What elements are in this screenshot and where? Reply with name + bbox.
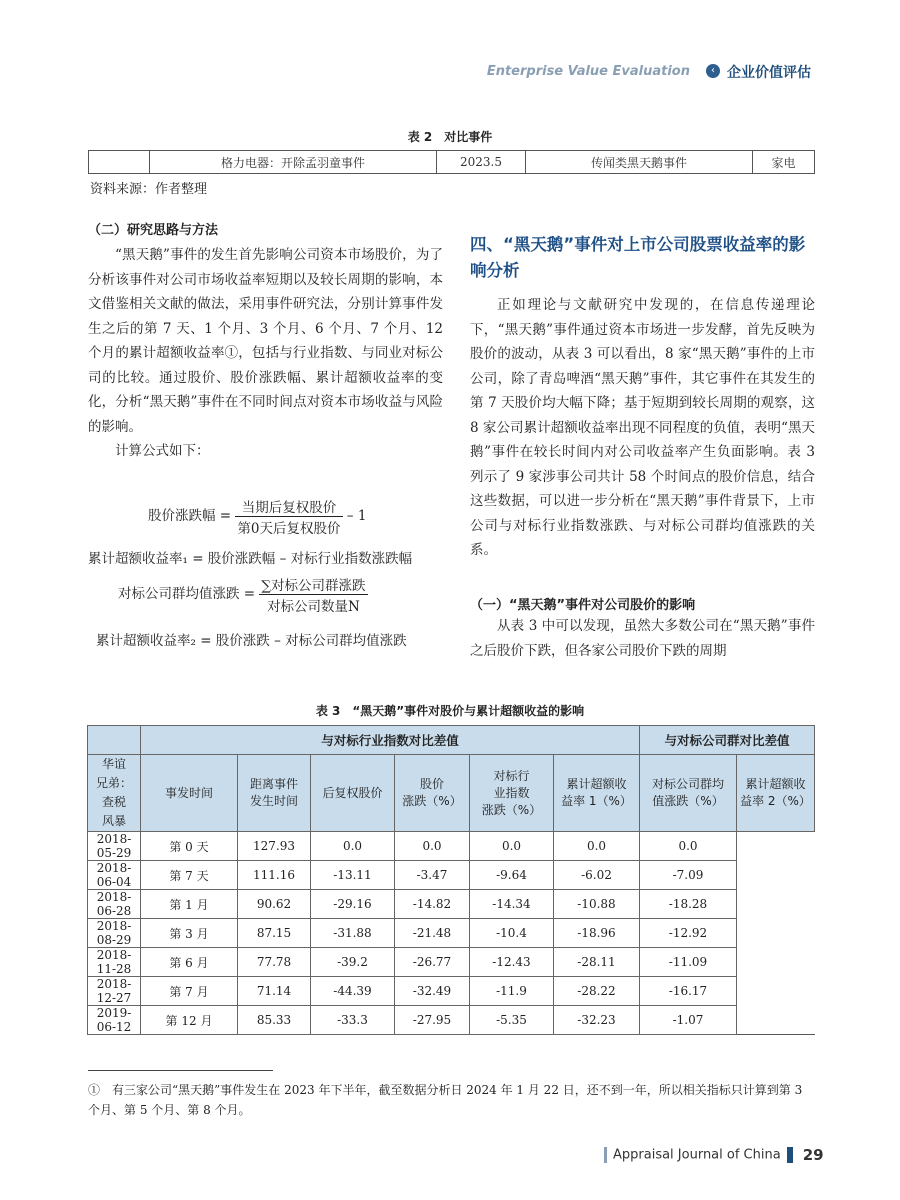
journal-name: Appraisal Journal of China bbox=[613, 1147, 781, 1163]
formula-cumulative-2: 累计超额收益率₂ = 股价涨跌 – 对标公司群均值涨跌 bbox=[96, 633, 407, 649]
table-cell: -31.88 bbox=[311, 919, 395, 948]
table-cell: -14.82 bbox=[395, 890, 470, 919]
formula-numerator: ∑对标公司群涨跌 bbox=[259, 574, 367, 595]
table-row bbox=[88, 861, 815, 890]
table-group-row bbox=[88, 726, 815, 755]
table-cell: 85.33 bbox=[238, 1006, 311, 1035]
chevron-left-icon: ‹ bbox=[706, 64, 720, 78]
formula-numerator: 当期后复权股价 bbox=[235, 496, 342, 517]
page-footer bbox=[604, 1146, 824, 1164]
table-cell: 第 1 月 bbox=[141, 890, 238, 919]
table-cell: -10.88 bbox=[554, 890, 640, 919]
formula-denominator: 第0天后复权股价 bbox=[237, 521, 341, 537]
company-cell: 华谊 兄弟： 查税 风暴 bbox=[88, 755, 141, 832]
running-header-chinese: 企业价值评估 bbox=[727, 65, 811, 81]
table-cell: 格力电器：开除孟羽童事件 bbox=[150, 151, 437, 174]
table-cell: 0.0 bbox=[640, 832, 737, 861]
left-paragraph-1 bbox=[88, 243, 443, 464]
section-title: 四、“黑天鹅”事件对上市公司股票收益率的影响分析 bbox=[470, 235, 806, 280]
table-row bbox=[88, 977, 815, 1006]
table-cell: 71.14 bbox=[238, 977, 311, 1006]
page-number: 29 bbox=[802, 1146, 824, 1164]
table-cell: 第 7 天 bbox=[141, 861, 238, 890]
table-cell: -27.95 bbox=[395, 1006, 470, 1035]
table-cell: 77.78 bbox=[238, 948, 311, 977]
table-cell: 0.0 bbox=[554, 832, 640, 861]
table-cell: 0.0 bbox=[395, 832, 470, 861]
table2 bbox=[88, 150, 815, 174]
table-cell: -12.92 bbox=[640, 919, 737, 948]
formula-price-change bbox=[148, 496, 366, 537]
table-row bbox=[88, 890, 815, 919]
table-cell: -29.16 bbox=[311, 890, 395, 919]
table-cell: 2018-12-27 bbox=[88, 977, 141, 1006]
table-group-header: 与对标公司群对比差值 bbox=[640, 726, 815, 755]
source-note: 资料来源：作者整理 bbox=[90, 182, 208, 197]
table-cell: 2018-06-04 bbox=[88, 861, 141, 890]
formula-denominator: 对标公司数量N bbox=[267, 599, 360, 615]
paragraph-text: “黑天鹅”事件的发生首先影响公司资本市场股价，为了分析该事件对公司市场收益率短期以及较长周期的影响，本文借鉴相关文献的做法，采用事件研究法，分别计算事件发生之后的第 7 天、1 个月、3 个月、6 个月、7 个月、12 个月的累计超额收益率①，包括与行业指数、与同业对标公司的比较。通过股价、股价涨跌幅、累计超额收益率的变化，分析“黑天鹅”事件在不同时间点对资本市场收益与风险的影响。 bbox=[88, 247, 443, 435]
formula-lhs: 股价涨跌幅 = bbox=[148, 508, 232, 524]
table-cell: -9.64 bbox=[470, 861, 554, 890]
table3 bbox=[87, 725, 815, 1035]
table-cell: -16.17 bbox=[640, 977, 737, 1006]
table-cell: 127.93 bbox=[238, 832, 311, 861]
table-cell: -32.23 bbox=[554, 1006, 640, 1035]
footer-divider bbox=[604, 1147, 607, 1163]
column-header: 事发时间 bbox=[141, 755, 238, 832]
table-cell: -7.09 bbox=[640, 861, 737, 890]
formula-peer-mean bbox=[118, 574, 368, 615]
table-cell bbox=[89, 151, 150, 174]
table-cell: 2018-06-28 bbox=[88, 890, 141, 919]
table-cell: -6.02 bbox=[554, 861, 640, 890]
table-row bbox=[88, 1006, 815, 1035]
right-paragraph-2 bbox=[470, 614, 815, 663]
column-header: 股价 涨跌（%） bbox=[395, 755, 470, 832]
table-cell: 第 7 月 bbox=[141, 977, 238, 1006]
footer-block bbox=[787, 1147, 793, 1163]
table3-caption: 表 3 “黑天鹅”事件对股价与累计超额收益的影响 bbox=[315, 704, 585, 718]
table-row bbox=[88, 919, 815, 948]
table-cell: -18.96 bbox=[554, 919, 640, 948]
table-cell: 2019-06-12 bbox=[88, 1006, 141, 1035]
table-cell: -10.4 bbox=[470, 919, 554, 948]
table-cell: -44.39 bbox=[311, 977, 395, 1006]
column-header: 后复权股价 bbox=[311, 755, 395, 832]
table-cell: 传闻类黑天鹅事件 bbox=[526, 151, 753, 174]
table-cell: -11.09 bbox=[640, 948, 737, 977]
paragraph-text: 从表 3 中可以发现，虽然大多数公司在“黑天鹅”事件之后股价下跌，但各家公司股价下跌的周期 bbox=[470, 618, 815, 659]
table-cell: -28.22 bbox=[554, 977, 640, 1006]
table-cell: 0.0 bbox=[311, 832, 395, 861]
table-row bbox=[88, 832, 815, 861]
table-cell: 第 0 天 bbox=[141, 832, 238, 861]
table-cell: -12.43 bbox=[470, 948, 554, 977]
table-row bbox=[89, 151, 815, 174]
table2-caption: 表 2 对比事件 bbox=[407, 130, 493, 144]
table-row bbox=[88, 948, 815, 977]
table-cell: 111.16 bbox=[238, 861, 311, 890]
table-cell: -32.49 bbox=[395, 977, 470, 1006]
table-cell: 第 3 月 bbox=[141, 919, 238, 948]
formula-tail: – 1 bbox=[346, 508, 367, 524]
column-header: 累计超额收 益率 2（%） bbox=[737, 755, 815, 832]
table-cell: -21.48 bbox=[395, 919, 470, 948]
table-cell: -26.77 bbox=[395, 948, 470, 977]
table-header-row bbox=[88, 755, 815, 832]
table-cell: -1.07 bbox=[640, 1006, 737, 1035]
footnote-rule bbox=[88, 1070, 273, 1071]
table-group-header: 与对标行业指数对比差值 bbox=[141, 726, 640, 755]
formula-fraction bbox=[259, 574, 367, 615]
subheading-price-impact: （一）“黑天鹅”事件对公司股价的影响 bbox=[470, 598, 696, 613]
table-cell: 0.0 bbox=[470, 832, 554, 861]
table-cell: -39.2 bbox=[311, 948, 395, 977]
formula-cumulative-1: 累计超额收益率₁ = 股价涨跌幅 – 对标行业指数涨跌幅 bbox=[88, 551, 413, 567]
subheading-method: （二）研究思路与方法 bbox=[88, 223, 219, 238]
table-cell: 2023.5 bbox=[437, 151, 526, 174]
formula-lhs: 对标公司群均值涨跌 = bbox=[118, 586, 256, 602]
column-header: 累计超额收 益率 1（%） bbox=[554, 755, 640, 832]
table-cell: -33.3 bbox=[311, 1006, 395, 1035]
running-header-english: Enterprise Value Evaluation bbox=[486, 64, 690, 79]
table-cell: -13.11 bbox=[311, 861, 395, 890]
table-cell: -14.34 bbox=[470, 890, 554, 919]
table-cell: 家电 bbox=[753, 151, 815, 174]
table-cell: -18.28 bbox=[640, 890, 737, 919]
table-cell: 第 6 月 bbox=[141, 948, 238, 977]
paragraph-text: 正如理论与文献研究中发现的，在信息传递理论下，“黑天鹅”事件通过资本市场进一步发酵，首先反映为股价的波动，从表 3 可以看出，8 家“黑天鹅”事件的上市公司，除了青岛啤酒“黑天鹅”事件，其它事件在其发生的第 7 天股价均大幅下降；基于短期到较长周期的观察，这 8 家公司累计超额收益率出现不同程度的负值，表明“黑天鹅”事件在较长时间内对公司收益率产生负面影响。表 3 列示了 9 家涉事公司共计 58 个时间点的股价信息，结合这些数据，可以进一步分析在“黑天鹅”事件背景下，上市公司与对标行业指数涨跌、与对标公司群均值涨跌的关系。 bbox=[470, 297, 815, 558]
table-cell: 2018-11-28 bbox=[88, 948, 141, 977]
column-header: 距离事件 发生时间 bbox=[238, 755, 311, 832]
table-cell: -5.35 bbox=[470, 1006, 554, 1035]
column-header: 对标行 业指数 涨跌（%） bbox=[470, 755, 554, 832]
paragraph-text: 计算公式如下： bbox=[115, 443, 210, 459]
table-cell: -11.9 bbox=[470, 977, 554, 1006]
table-cell: 2018-05-29 bbox=[88, 832, 141, 861]
formula-fraction bbox=[235, 496, 342, 537]
column-header: 对标公司群均 值涨跌（%） bbox=[640, 755, 737, 832]
right-paragraph-1 bbox=[470, 293, 815, 563]
table-cell: 2018-08-29 bbox=[88, 919, 141, 948]
footnote: ① 有三家公司“黑天鹅”事件发生在 2023 年下半年，截至数据分析日 2024 年 1 月 22 日，还不到一年，所以相关指标只计算到第 3 个月、第 5 个月、第 8 个月。 bbox=[88, 1083, 803, 1117]
table-cell: 87.15 bbox=[238, 919, 311, 948]
table-cell: 第 12 月 bbox=[141, 1006, 238, 1035]
table-cell: -28.11 bbox=[554, 948, 640, 977]
table-cell: 90.62 bbox=[238, 890, 311, 919]
table-cell: -3.47 bbox=[395, 861, 470, 890]
table-corner-cell bbox=[88, 726, 141, 755]
